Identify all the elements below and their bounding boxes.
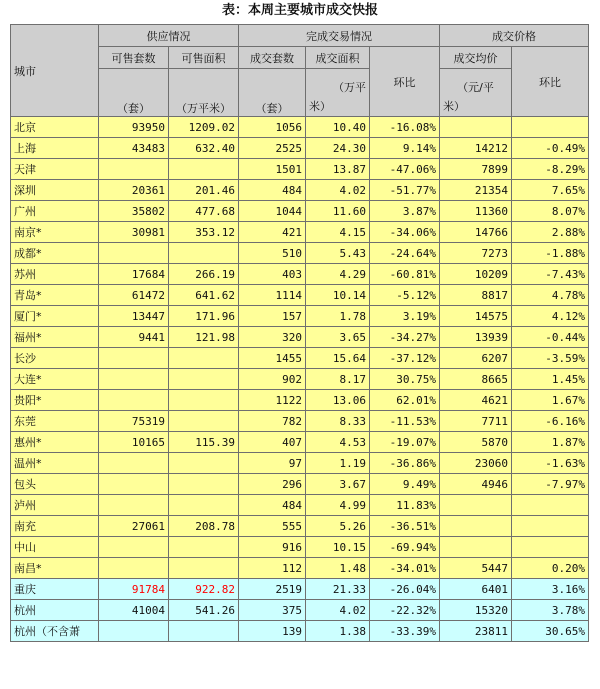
cell-price-mom: 30.65% — [512, 621, 589, 642]
cell-average-price — [440, 495, 512, 516]
cell-area-mom: -34.01% — [370, 558, 440, 579]
unit-average-price-line1: （元/平 — [457, 81, 494, 94]
unit-area-sold-line1: （万平 — [333, 81, 366, 94]
table-row — [11, 600, 589, 621]
cell-area-available: 353.12 — [169, 222, 239, 243]
cell-units-available: 41004 — [99, 600, 169, 621]
cell-average-price: 23811 — [440, 621, 512, 642]
cell-city: 南充 — [11, 516, 99, 537]
cell-area-sold: 8.33 — [306, 411, 370, 432]
cell-city: 广州 — [11, 201, 99, 222]
cell-units-sold: 296 — [239, 474, 306, 495]
cell-average-price — [440, 537, 512, 558]
cell-price-mom: 1.45% — [512, 369, 589, 390]
cell-area-sold: 13.06 — [306, 390, 370, 411]
unit-average-price — [440, 69, 512, 117]
cell-units-sold: 1044 — [239, 201, 306, 222]
cell-price-mom: 2.88% — [512, 222, 589, 243]
cell-units-available — [99, 453, 169, 474]
cell-units-sold: 421 — [239, 222, 306, 243]
cell-city: 北京 — [11, 117, 99, 138]
cell-area-mom: -37.12% — [370, 348, 440, 369]
cell-units-available — [99, 558, 169, 579]
table-title: 表：本周主要城市成交快报 — [221, 3, 378, 18]
unit-units-sold: （套） — [239, 69, 306, 117]
table-row — [11, 558, 589, 579]
cell-price-mom — [512, 516, 589, 537]
cell-price-mom: 7.65% — [512, 180, 589, 201]
header-city: 城市 — [11, 25, 99, 117]
table-row — [11, 306, 589, 327]
cell-area-available — [169, 411, 239, 432]
cell-area-available — [169, 369, 239, 390]
cell-price-mom: -7.97% — [512, 474, 589, 495]
cell-average-price: 13939 — [440, 327, 512, 348]
cell-city: 成都* — [11, 243, 99, 264]
cell-city: 天津 — [11, 159, 99, 180]
cell-price-mom: -1.63% — [512, 453, 589, 474]
table-row — [11, 285, 589, 306]
cell-price-mom: -6.16% — [512, 411, 589, 432]
table-row — [11, 537, 589, 558]
unit-units-available: （套） — [99, 69, 169, 117]
cell-average-price — [440, 516, 512, 537]
cell-area-sold: 5.26 — [306, 516, 370, 537]
cell-area-mom: 11.83% — [370, 495, 440, 516]
cell-area-available — [169, 243, 239, 264]
cell-average-price: 7711 — [440, 411, 512, 432]
cell-area-mom: -33.39% — [370, 621, 440, 642]
cell-area-available: 171.96 — [169, 306, 239, 327]
cell-average-price: 21354 — [440, 180, 512, 201]
table-row — [11, 474, 589, 495]
cell-units-available: 61472 — [99, 285, 169, 306]
cell-price-mom: -0.49% — [512, 138, 589, 159]
cell-units-available: 17684 — [99, 264, 169, 285]
cell-average-price: 6207 — [440, 348, 512, 369]
cell-price-mom: 1.67% — [512, 390, 589, 411]
cell-city: 厦门* — [11, 306, 99, 327]
cell-units-available — [99, 495, 169, 516]
cell-units-available: 93950 — [99, 117, 169, 138]
cell-price-mom: 3.78% — [512, 600, 589, 621]
cell-area-sold: 4.02 — [306, 180, 370, 201]
unit-area-sold-line2: 米） — [309, 100, 331, 113]
table-row — [11, 453, 589, 474]
cell-area-mom: 9.14% — [370, 138, 440, 159]
cell-city: 贵阳* — [11, 390, 99, 411]
cell-area-mom: -16.08% — [370, 117, 440, 138]
cell-price-mom — [512, 117, 589, 138]
cell-units-available: 9441 — [99, 327, 169, 348]
cell-units-sold: 510 — [239, 243, 306, 264]
cell-area-available — [169, 390, 239, 411]
cell-city: 杭州 — [11, 600, 99, 621]
cell-area-mom: -47.06% — [370, 159, 440, 180]
table-body — [11, 117, 589, 642]
cell-units-sold: 782 — [239, 411, 306, 432]
header-group-price: 成交价格 — [440, 25, 589, 47]
header-average-price: 成交均价 — [440, 47, 512, 69]
cell-units-sold: 1122 — [239, 390, 306, 411]
table-row — [11, 138, 589, 159]
table-row — [11, 201, 589, 222]
cell-city: 长沙 — [11, 348, 99, 369]
cell-area-available — [169, 453, 239, 474]
cell-units-sold: 2525 — [239, 138, 306, 159]
cell-units-sold: 320 — [239, 327, 306, 348]
cell-units-available — [99, 390, 169, 411]
header-area-available: 可售面积 — [169, 47, 239, 69]
table-row — [11, 159, 589, 180]
cell-price-mom: 4.78% — [512, 285, 589, 306]
cell-units-sold: 407 — [239, 432, 306, 453]
cell-area-available — [169, 621, 239, 642]
cell-units-available — [99, 621, 169, 642]
cell-city: 杭州（不含萧 — [11, 621, 99, 642]
header-area-mom: 环比 — [370, 47, 440, 117]
table-row — [11, 621, 589, 642]
cell-area-mom: -34.27% — [370, 327, 440, 348]
cell-units-available: 30981 — [99, 222, 169, 243]
cell-average-price: 23060 — [440, 453, 512, 474]
cell-units-available — [99, 159, 169, 180]
cell-area-available: 632.40 — [169, 138, 239, 159]
cell-area-sold: 24.30 — [306, 138, 370, 159]
table-row — [11, 327, 589, 348]
cell-city: 重庆 — [11, 579, 99, 600]
cell-area-sold: 8.17 — [306, 369, 370, 390]
cell-average-price: 4946 — [440, 474, 512, 495]
cell-units-sold: 1114 — [239, 285, 306, 306]
cell-city: 苏州 — [11, 264, 99, 285]
cell-average-price: 8817 — [440, 285, 512, 306]
cell-average-price: 7273 — [440, 243, 512, 264]
cell-units-available: 27061 — [99, 516, 169, 537]
cell-average-price: 4621 — [440, 390, 512, 411]
cell-price-mom — [512, 537, 589, 558]
table-row — [11, 411, 589, 432]
cell-units-sold: 157 — [239, 306, 306, 327]
cell-city: 南昌* — [11, 558, 99, 579]
cell-price-mom — [512, 495, 589, 516]
cell-area-mom: -24.64% — [370, 243, 440, 264]
cell-price-mom: 4.12% — [512, 306, 589, 327]
cell-price-mom: 0.20% — [512, 558, 589, 579]
cell-city: 惠州* — [11, 432, 99, 453]
table-row — [11, 369, 589, 390]
cell-units-sold: 112 — [239, 558, 306, 579]
cell-units-sold: 484 — [239, 495, 306, 516]
cell-price-mom: -0.44% — [512, 327, 589, 348]
cell-area-sold: 5.43 — [306, 243, 370, 264]
cell-units-available: 10165 — [99, 432, 169, 453]
cell-average-price: 14766 — [440, 222, 512, 243]
cell-area-sold: 3.65 — [306, 327, 370, 348]
cell-area-available: 208.78 — [169, 516, 239, 537]
header-units-sold: 成交套数 — [239, 47, 306, 69]
cell-units-sold: 139 — [239, 621, 306, 642]
cell-price-mom: -7.43% — [512, 264, 589, 285]
table-row — [11, 180, 589, 201]
table-row — [11, 222, 589, 243]
cell-area-sold: 4.29 — [306, 264, 370, 285]
cell-area-mom: -26.04% — [370, 579, 440, 600]
cell-area-mom: -69.94% — [370, 537, 440, 558]
cell-area-sold: 10.40 — [306, 117, 370, 138]
cell-city: 泸州 — [11, 495, 99, 516]
table-row — [11, 348, 589, 369]
cell-area-mom: 9.49% — [370, 474, 440, 495]
table-row — [11, 390, 589, 411]
cell-city: 深圳 — [11, 180, 99, 201]
cell-area-sold: 15.64 — [306, 348, 370, 369]
cell-units-sold: 2519 — [239, 579, 306, 600]
cell-city: 中山 — [11, 537, 99, 558]
cell-area-sold: 1.78 — [306, 306, 370, 327]
cell-area-sold: 4.15 — [306, 222, 370, 243]
header-area-sold: 成交面积 — [306, 47, 370, 69]
cell-average-price: 5870 — [440, 432, 512, 453]
header-group-deal: 完成交易情况 — [239, 25, 440, 47]
cell-area-available: 641.62 — [169, 285, 239, 306]
cell-area-available: 922.82 — [169, 579, 239, 600]
table-row — [11, 579, 589, 600]
cell-units-available — [99, 474, 169, 495]
cell-area-mom: -36.86% — [370, 453, 440, 474]
cell-city: 东莞 — [11, 411, 99, 432]
cell-units-sold: 902 — [239, 369, 306, 390]
header-price-mom: 环比 — [512, 47, 589, 117]
cell-city: 包头 — [11, 474, 99, 495]
cell-average-price: 11360 — [440, 201, 512, 222]
cell-area-sold: 10.14 — [306, 285, 370, 306]
cell-area-available: 201.46 — [169, 180, 239, 201]
cell-area-sold: 4.53 — [306, 432, 370, 453]
cell-area-available — [169, 558, 239, 579]
cell-area-mom: -60.81% — [370, 264, 440, 285]
cell-area-mom: -11.53% — [370, 411, 440, 432]
cell-city: 大连* — [11, 369, 99, 390]
cell-city: 温州* — [11, 453, 99, 474]
cell-units-sold: 375 — [239, 600, 306, 621]
cell-area-mom: -36.51% — [370, 516, 440, 537]
cell-units-sold: 1455 — [239, 348, 306, 369]
header-units-available: 可售套数 — [99, 47, 169, 69]
cell-city: 福州* — [11, 327, 99, 348]
cell-area-available — [169, 495, 239, 516]
cell-area-available — [169, 537, 239, 558]
cell-area-available — [169, 159, 239, 180]
cell-units-available: 91784 — [99, 579, 169, 600]
cell-average-price: 15320 — [440, 600, 512, 621]
cell-units-available: 13447 — [99, 306, 169, 327]
cell-area-sold: 13.87 — [306, 159, 370, 180]
cell-area-mom: -51.77% — [370, 180, 440, 201]
cell-units-available — [99, 369, 169, 390]
cell-units-available — [99, 243, 169, 264]
city-transactions-table — [10, 24, 589, 642]
unit-average-price-line2: 米） — [443, 100, 466, 113]
cell-area-available: 541.26 — [169, 600, 239, 621]
cell-area-available: 121.98 — [169, 327, 239, 348]
cell-price-mom: 8.07% — [512, 201, 589, 222]
cell-units-available: 75319 — [99, 411, 169, 432]
cell-city: 南京* — [11, 222, 99, 243]
table-row — [11, 516, 589, 537]
cell-area-available: 115.39 — [169, 432, 239, 453]
cell-units-sold: 1056 — [239, 117, 306, 138]
unit-area-sold — [306, 69, 370, 117]
cell-area-sold: 1.48 — [306, 558, 370, 579]
cell-units-available: 43483 — [99, 138, 169, 159]
cell-average-price — [440, 117, 512, 138]
cell-area-sold: 4.99 — [306, 495, 370, 516]
cell-units-sold: 555 — [239, 516, 306, 537]
cell-average-price: 8665 — [440, 369, 512, 390]
cell-average-price: 14575 — [440, 306, 512, 327]
cell-area-available — [169, 348, 239, 369]
cell-average-price: 6401 — [440, 579, 512, 600]
cell-area-sold: 1.19 — [306, 453, 370, 474]
cell-area-mom: 30.75% — [370, 369, 440, 390]
cell-area-sold: 11.60 — [306, 201, 370, 222]
cell-area-mom: -5.12% — [370, 285, 440, 306]
unit-area-available: （万平米） — [169, 69, 239, 117]
cell-area-mom: 3.19% — [370, 306, 440, 327]
cell-area-available: 1209.02 — [169, 117, 239, 138]
header-group-supply: 供应情况 — [99, 25, 239, 47]
cell-area-sold: 21.33 — [306, 579, 370, 600]
cell-units-available — [99, 537, 169, 558]
cell-area-available: 477.68 — [169, 201, 239, 222]
cell-average-price: 7899 — [440, 159, 512, 180]
cell-price-mom: 3.16% — [512, 579, 589, 600]
cell-city: 青岛* — [11, 285, 99, 306]
cell-area-sold: 4.02 — [306, 600, 370, 621]
cell-units-sold: 97 — [239, 453, 306, 474]
cell-area-sold: 3.67 — [306, 474, 370, 495]
table-row — [11, 243, 589, 264]
cell-price-mom: -1.88% — [512, 243, 589, 264]
cell-average-price: 10209 — [440, 264, 512, 285]
cell-average-price: 14212 — [440, 138, 512, 159]
cell-units-available — [99, 348, 169, 369]
cell-area-mom: 62.01% — [370, 390, 440, 411]
cell-units-sold: 1501 — [239, 159, 306, 180]
cell-units-sold: 403 — [239, 264, 306, 285]
table-row — [11, 117, 589, 138]
cell-price-mom: -8.29% — [512, 159, 589, 180]
cell-area-available: 266.19 — [169, 264, 239, 285]
cell-area-sold: 1.38 — [306, 621, 370, 642]
cell-area-mom: 3.87% — [370, 201, 440, 222]
table-row — [11, 432, 589, 453]
cell-units-sold: 916 — [239, 537, 306, 558]
cell-city: 上海 — [11, 138, 99, 159]
cell-price-mom: -3.59% — [512, 348, 589, 369]
cell-units-sold: 484 — [239, 180, 306, 201]
cell-price-mom: 1.87% — [512, 432, 589, 453]
table-row — [11, 495, 589, 516]
table-row — [11, 264, 589, 285]
cell-area-mom: -34.06% — [370, 222, 440, 243]
cell-units-available: 35802 — [99, 201, 169, 222]
cell-area-sold: 10.15 — [306, 537, 370, 558]
cell-units-available: 20361 — [99, 180, 169, 201]
cell-area-mom: -19.07% — [370, 432, 440, 453]
cell-area-available — [169, 474, 239, 495]
cell-average-price: 5447 — [440, 558, 512, 579]
cell-area-mom: -22.32% — [370, 600, 440, 621]
